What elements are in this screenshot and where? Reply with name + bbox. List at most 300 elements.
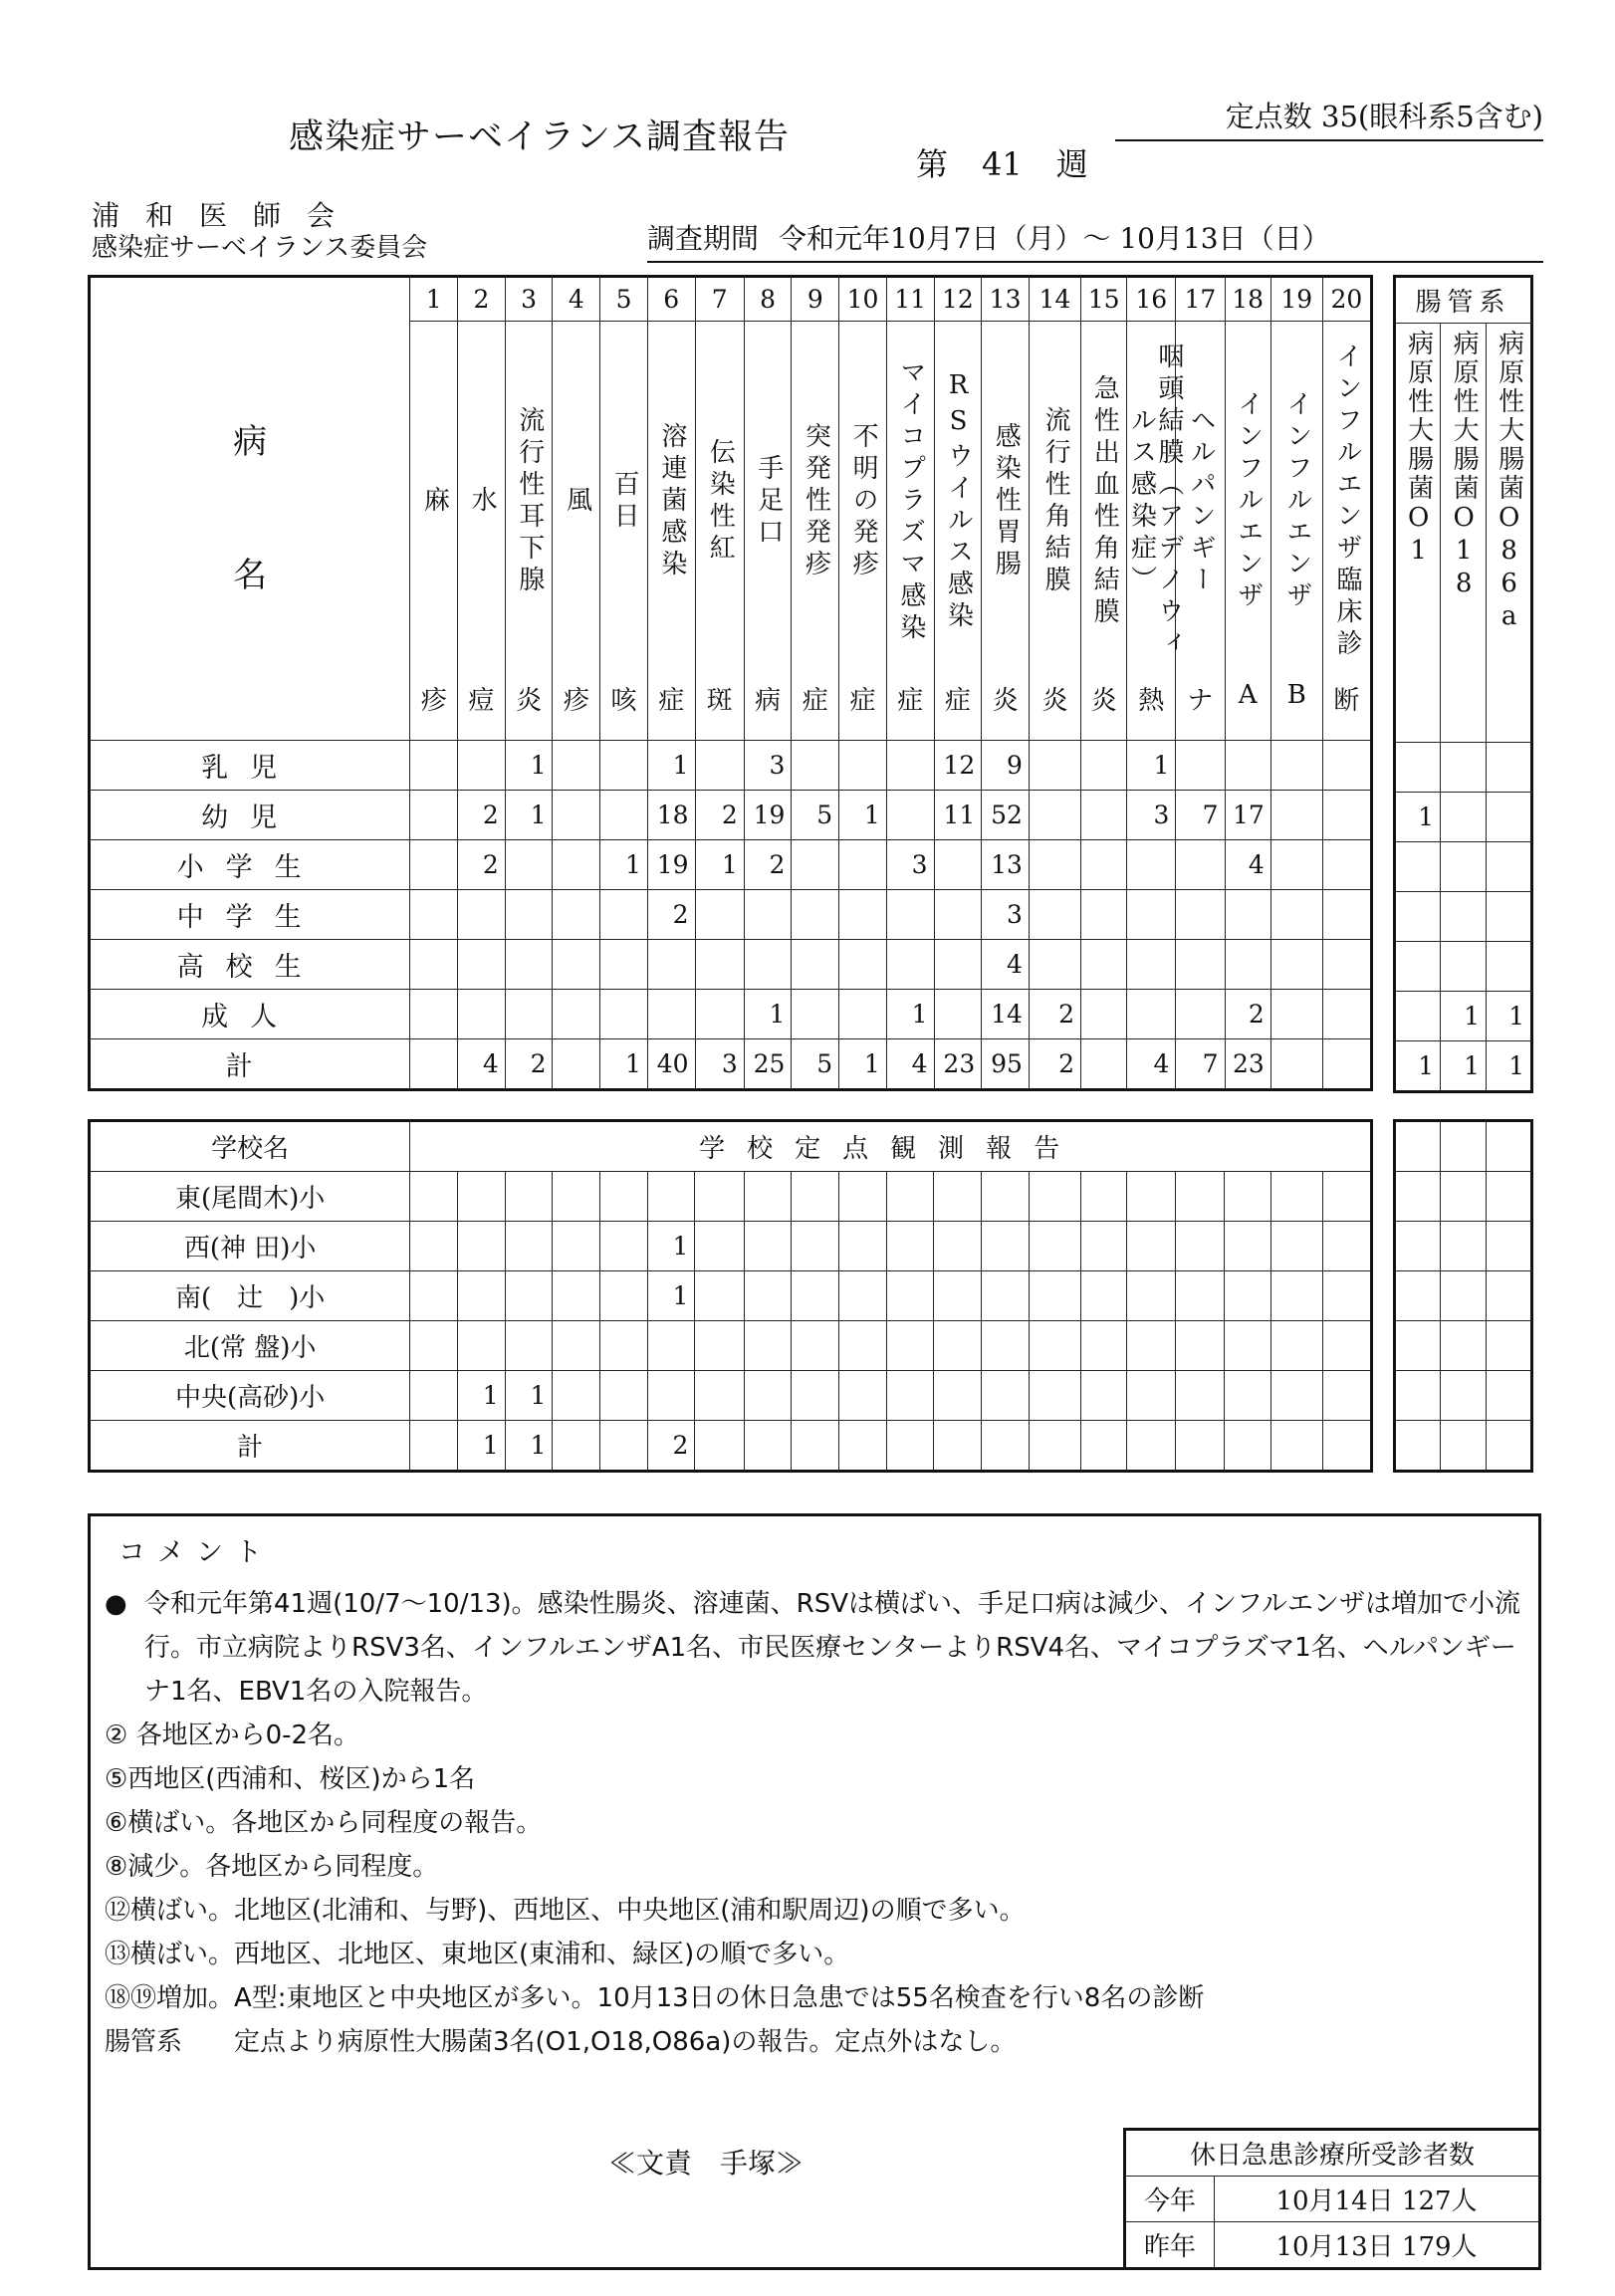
age-group-label: 成人 xyxy=(90,990,410,1039)
disease-name-last: 炎 xyxy=(1090,686,1117,716)
case-count xyxy=(934,990,982,1039)
school-count xyxy=(695,1271,744,1321)
enteric-count xyxy=(1441,793,1487,842)
case-count xyxy=(792,990,839,1039)
school-count xyxy=(982,1271,1030,1321)
disease-number: 10 xyxy=(839,277,887,322)
school-count xyxy=(982,1371,1030,1421)
blank-cell xyxy=(1395,1421,1441,1472)
school-count xyxy=(695,1321,744,1371)
blank-cell xyxy=(1487,1271,1532,1321)
school-count xyxy=(744,1321,792,1371)
school-count xyxy=(886,1172,934,1222)
table-row xyxy=(1395,1371,1532,1421)
school-count xyxy=(1322,1222,1371,1271)
case-count xyxy=(792,890,839,940)
case-count: 2 xyxy=(744,840,792,890)
school-count xyxy=(792,1271,839,1321)
case-count: 2 xyxy=(1225,990,1270,1039)
case-count xyxy=(839,741,887,791)
enteric-column-header xyxy=(1395,324,1441,743)
school-count xyxy=(1029,1421,1080,1472)
enteric-count xyxy=(1395,992,1441,1041)
disease-name-body: 溶連菌感染 xyxy=(656,422,687,581)
disease-number: 19 xyxy=(1270,277,1322,322)
case-count: 3 xyxy=(982,890,1030,940)
case-count xyxy=(600,940,648,990)
disease-number: 2 xyxy=(458,277,506,322)
enteric-title: 腸管系 xyxy=(1395,277,1532,324)
case-count xyxy=(1176,890,1225,940)
disease-name-last: 炎 xyxy=(516,686,543,716)
school-count xyxy=(982,1421,1030,1472)
visits-value: 10月13日 179人 xyxy=(1215,2222,1540,2269)
enteric-count: 1 xyxy=(1441,992,1487,1041)
case-count: 1 xyxy=(744,990,792,1039)
table-row xyxy=(90,840,1372,890)
school-count xyxy=(982,1222,1030,1271)
disease-name xyxy=(600,322,648,741)
school-name: 西(神 田)小 xyxy=(90,1222,410,1271)
table-row xyxy=(90,1321,1372,1371)
school-count xyxy=(1176,1222,1225,1271)
enteric-count xyxy=(1395,842,1441,892)
table-row xyxy=(90,1271,1372,1321)
disease-name-last: 疹 xyxy=(563,686,589,716)
case-count: 1 xyxy=(600,840,648,890)
disease-name-last: 症 xyxy=(849,686,876,716)
case-count xyxy=(1322,1039,1371,1090)
blank-cell xyxy=(1395,1121,1441,1172)
case-count xyxy=(458,741,506,791)
age-group-label: 乳児 xyxy=(90,741,410,791)
case-count: 4 xyxy=(886,1039,934,1090)
disease-name-body: RSウイルス感染 xyxy=(943,370,974,633)
case-count xyxy=(1080,1039,1126,1090)
school-count xyxy=(1225,1321,1270,1371)
blank-cell xyxy=(1487,1121,1532,1172)
case-count xyxy=(553,890,600,940)
school-count xyxy=(838,1321,886,1371)
disease-name xyxy=(744,322,792,741)
school-count xyxy=(1270,1222,1322,1271)
case-count xyxy=(458,890,506,940)
school-count xyxy=(1225,1371,1270,1421)
case-count: 1 xyxy=(505,741,553,791)
case-count xyxy=(410,990,458,1039)
case-count: 7 xyxy=(1176,791,1225,840)
case-count xyxy=(1270,1039,1322,1090)
case-count xyxy=(1080,990,1126,1039)
school-count xyxy=(838,1222,886,1271)
disease-name-last: 痘 xyxy=(468,686,495,716)
case-count: 11 xyxy=(934,791,982,840)
case-count: 3 xyxy=(1127,791,1176,840)
comment-box xyxy=(88,1513,1541,2270)
disease-name-body: ヘルパンギー xyxy=(1186,406,1217,597)
case-count: 1 xyxy=(1127,741,1176,791)
enteric-count xyxy=(1487,842,1532,892)
case-count: 2 xyxy=(1029,1039,1080,1090)
table-row xyxy=(1395,942,1532,992)
school-count xyxy=(934,1172,982,1222)
disease-number: 13 xyxy=(982,277,1030,322)
school-count xyxy=(1225,1271,1270,1321)
school-count xyxy=(886,1222,934,1271)
case-count xyxy=(695,741,744,791)
case-count xyxy=(1270,840,1322,890)
disease-number: 4 xyxy=(553,277,600,322)
enteric-count xyxy=(1441,743,1487,793)
school-count xyxy=(792,1421,839,1472)
school-count: 1 xyxy=(505,1421,553,1472)
case-count xyxy=(1176,940,1225,990)
org-name: 浦和医師会 xyxy=(92,199,361,232)
case-count xyxy=(1270,791,1322,840)
disease-name xyxy=(458,322,506,741)
comment-summary: 令和元年第41週(10/7～10/13)。感染性腸炎、溶連菌、RSVは横ばい、手足口病は減少、インフルエンザは増加で小流行。市立病院よりRSV3名、インフルエンザA1名、市民医療センターよりRSV4名、マイコプラズマ1名、ヘルパンギーナ1名、EBV1名の入院報告。 xyxy=(144,1589,1521,1707)
disease-name-last: 炎 xyxy=(1041,686,1068,716)
table-row xyxy=(90,1421,1372,1472)
case-count: 4 xyxy=(982,940,1030,990)
school-count xyxy=(458,1172,506,1222)
disease-name xyxy=(934,322,982,741)
comment-line: 腸管系 定点より病原性大腸菌3名(O1,O18,O86a)の報告。定点外はなし。 xyxy=(105,2027,1017,2057)
table-row xyxy=(90,1222,1372,1271)
school-count xyxy=(982,1321,1030,1371)
case-count: 95 xyxy=(982,1039,1030,1090)
case-count xyxy=(553,840,600,890)
school-name: 北(常 盤)小 xyxy=(90,1321,410,1371)
school-count: 1 xyxy=(458,1421,506,1472)
holiday-visits-table xyxy=(1123,2128,1541,2270)
school-count xyxy=(647,1172,695,1222)
case-count xyxy=(934,940,982,990)
disease-name-body: 麻 xyxy=(419,486,450,518)
case-count xyxy=(1270,940,1322,990)
school-count xyxy=(838,1271,886,1321)
disease-table xyxy=(88,275,1373,1091)
blank-cell xyxy=(1441,1321,1487,1371)
school-count: 2 xyxy=(647,1421,695,1472)
sentinel-points: 定点数 35(眼科系5含む) xyxy=(1115,95,1543,141)
school-count xyxy=(1225,1421,1270,1472)
disease-name xyxy=(1126,322,1184,741)
case-count: 3 xyxy=(886,840,934,890)
blank-cell xyxy=(1441,1421,1487,1472)
case-count: 2 xyxy=(1029,990,1080,1039)
case-count: 7 xyxy=(1176,1039,1225,1090)
case-count xyxy=(792,741,839,791)
school-count xyxy=(1127,1421,1176,1472)
case-count xyxy=(410,1039,458,1090)
case-count xyxy=(886,940,934,990)
case-count xyxy=(647,940,695,990)
disease-name-body: 水 xyxy=(467,486,498,518)
enteric-table xyxy=(1393,275,1533,1093)
disease-number: 18 xyxy=(1225,277,1270,322)
school-count xyxy=(792,1172,839,1222)
school-count xyxy=(647,1321,695,1371)
school-count xyxy=(1127,1321,1176,1371)
case-count: 1 xyxy=(695,840,744,890)
school-count xyxy=(1080,1271,1126,1321)
case-count xyxy=(839,990,887,1039)
enteric-count: 1 xyxy=(1487,1041,1532,1092)
school-count xyxy=(1080,1421,1126,1472)
case-count xyxy=(744,890,792,940)
case-count xyxy=(553,940,600,990)
school-count xyxy=(1225,1222,1270,1271)
school-count xyxy=(886,1421,934,1472)
school-count xyxy=(792,1321,839,1371)
case-count: 40 xyxy=(647,1039,695,1090)
case-count xyxy=(600,990,648,1039)
school-count xyxy=(1029,1321,1080,1371)
school-name-header: 学校名 xyxy=(90,1121,410,1172)
comment-line: ⑫横ばい。北地区(北浦和、与野)、西地区、中央地区(浦和駅周辺)の順で多い。 xyxy=(105,1896,1026,1926)
case-count: 23 xyxy=(1225,1039,1270,1090)
table-row xyxy=(1395,1321,1532,1371)
school-count xyxy=(934,1421,982,1472)
case-count xyxy=(1029,840,1080,890)
case-count: 9 xyxy=(982,741,1030,791)
disease-number: 14 xyxy=(1029,277,1080,322)
committee-name: 感染症サーベイランス委員会 xyxy=(92,233,428,263)
school-count xyxy=(1080,1321,1126,1371)
case-count xyxy=(505,940,553,990)
comment-title: コメント xyxy=(118,1537,274,1568)
case-count xyxy=(1270,741,1322,791)
school-count xyxy=(1322,1271,1371,1321)
school-count xyxy=(458,1271,506,1321)
school-count xyxy=(886,1321,934,1371)
comment-body xyxy=(105,1582,1528,2064)
case-count: 3 xyxy=(695,1039,744,1090)
disease-name xyxy=(410,322,458,741)
case-count xyxy=(1225,890,1270,940)
blank-cell xyxy=(1441,1121,1487,1172)
school-count xyxy=(934,1321,982,1371)
table-row xyxy=(90,1371,1372,1421)
visits-label: 昨年 xyxy=(1125,2222,1215,2269)
case-count xyxy=(1270,890,1322,940)
case-count: 52 xyxy=(982,791,1030,840)
school-count xyxy=(505,1172,553,1222)
school-count xyxy=(982,1172,1030,1222)
case-count xyxy=(839,840,887,890)
case-count xyxy=(1080,890,1126,940)
disease-name xyxy=(1322,322,1371,741)
side-blank-table xyxy=(1393,1119,1533,1473)
table-row xyxy=(90,890,1372,940)
disease-name xyxy=(839,322,887,741)
disease-number: 3 xyxy=(505,277,553,322)
school-count xyxy=(505,1321,553,1371)
table-row xyxy=(1395,1222,1532,1271)
school-count xyxy=(1029,1172,1080,1222)
case-count xyxy=(505,990,553,1039)
disease-name-body: 手足口 xyxy=(753,454,784,550)
school-count xyxy=(1176,1271,1225,1321)
blank-cell xyxy=(1487,1222,1532,1271)
disease-name-body: 感染性胃腸 xyxy=(991,422,1022,581)
case-count xyxy=(1322,940,1371,990)
school-count xyxy=(1270,1271,1322,1321)
comment-line: ⑱⑲増加。A型:東地区と中央地区が多い。10月13日の休日急患では55名検査を行い8名の診断 xyxy=(105,1983,1205,2013)
case-count xyxy=(553,990,600,1039)
blank-cell xyxy=(1487,1172,1532,1222)
case-count xyxy=(1322,791,1371,840)
case-count xyxy=(410,890,458,940)
enteric-column-header xyxy=(1441,324,1487,743)
disease-name-last: 咳 xyxy=(610,686,637,716)
age-group-label: 中学生 xyxy=(90,890,410,940)
disease-name-last: 病 xyxy=(755,686,782,716)
school-count xyxy=(1127,1271,1176,1321)
school-count xyxy=(695,1371,744,1421)
case-count xyxy=(1176,741,1225,791)
case-count xyxy=(600,741,648,791)
school-count xyxy=(934,1222,982,1271)
disease-name-header xyxy=(90,277,410,741)
disease-number: 7 xyxy=(695,277,744,322)
blank-cell xyxy=(1441,1371,1487,1421)
disease-number: 8 xyxy=(744,277,792,322)
disease-name-last: 症 xyxy=(802,686,828,716)
case-count xyxy=(792,940,839,990)
disease-name-last: 断 xyxy=(1333,686,1360,716)
disease-name xyxy=(647,322,695,741)
school-count xyxy=(600,1222,648,1271)
school-count xyxy=(934,1371,982,1421)
school-count: 1 xyxy=(647,1271,695,1321)
case-count: 25 xyxy=(744,1039,792,1090)
case-count xyxy=(647,990,695,1039)
case-count xyxy=(839,940,887,990)
disease-name xyxy=(695,322,744,741)
name-label: 名 xyxy=(233,556,268,595)
case-count xyxy=(1080,791,1126,840)
table-row xyxy=(1395,1121,1532,1172)
school-count xyxy=(1127,1222,1176,1271)
enteric-count xyxy=(1395,743,1441,793)
case-count: 1 xyxy=(886,990,934,1039)
school-name: 南( 辻 )小 xyxy=(90,1271,410,1321)
case-count xyxy=(886,890,934,940)
case-count xyxy=(1176,990,1225,1039)
blank-cell xyxy=(1395,1371,1441,1421)
school-count xyxy=(838,1421,886,1472)
disease-name-last: 炎 xyxy=(992,686,1019,716)
case-count xyxy=(886,741,934,791)
case-count xyxy=(553,1039,600,1090)
school-count xyxy=(1176,1321,1225,1371)
school-count xyxy=(695,1172,744,1222)
disease-number: 17 xyxy=(1176,277,1225,322)
case-count: 2 xyxy=(695,791,744,840)
case-count xyxy=(1176,840,1225,890)
visits-title: 休日急患診療所受診者数 xyxy=(1125,2130,1540,2177)
enteric-count xyxy=(1395,892,1441,942)
enteric-column-name: 病原性大腸菌O86a xyxy=(1494,330,1524,634)
table-row xyxy=(1395,1172,1532,1222)
comment-line: ⑥横ばい。各地区から同程度の報告。 xyxy=(105,1808,543,1838)
school-count xyxy=(1225,1172,1270,1222)
school-report-header: 学校定点観測報告 xyxy=(410,1121,1372,1172)
case-count xyxy=(886,791,934,840)
case-count: 3 xyxy=(744,741,792,791)
case-count xyxy=(1127,940,1176,990)
blank-cell xyxy=(1441,1271,1487,1321)
disease-name-body: インフルエンザ臨床診 xyxy=(1332,343,1363,661)
school-count xyxy=(838,1172,886,1222)
case-count xyxy=(695,890,744,940)
case-count: 4 xyxy=(458,1039,506,1090)
school-count xyxy=(744,1222,792,1271)
school-count xyxy=(410,1371,458,1421)
table-row xyxy=(1395,1041,1532,1092)
disease-name-body: 風 xyxy=(562,486,592,518)
school-name: 中央(高砂)小 xyxy=(90,1371,410,1421)
school-count xyxy=(553,1321,600,1371)
disease-name-last: 症 xyxy=(944,686,971,716)
table-row xyxy=(90,1039,1372,1090)
school-count xyxy=(458,1222,506,1271)
comment-bullet xyxy=(105,1582,1528,1714)
sick-label: 病 xyxy=(233,422,268,462)
case-count: 1 xyxy=(839,791,887,840)
school-count xyxy=(1270,1421,1322,1472)
comment-author: ≪文責 手塚≫ xyxy=(608,2147,805,2180)
school-count xyxy=(553,1271,600,1321)
disease-name-body: 不明の発疹 xyxy=(848,422,879,581)
disease-name xyxy=(1029,322,1080,741)
case-count xyxy=(934,840,982,890)
enteric-column-name: 病原性大腸菌O1 xyxy=(1403,330,1434,569)
report-title: 感染症サーベイランス調査報告 xyxy=(289,117,790,157)
school-count: 1 xyxy=(458,1371,506,1421)
disease-name-body: 突発性発疹 xyxy=(801,422,831,581)
disease-number: 5 xyxy=(600,277,648,322)
case-count: 1 xyxy=(505,791,553,840)
disease-number: 11 xyxy=(886,277,934,322)
case-count xyxy=(553,741,600,791)
case-count: 2 xyxy=(458,791,506,840)
disease-name xyxy=(1270,322,1322,741)
enteric-count xyxy=(1487,743,1532,793)
school-count xyxy=(1127,1172,1176,1222)
case-count xyxy=(410,840,458,890)
blank-cell xyxy=(1487,1321,1532,1371)
survey-period: 調査期間 令和元年10月7日（月）～ 10月13日（日） xyxy=(647,217,1543,263)
case-count xyxy=(1029,940,1080,990)
case-count: 1 xyxy=(600,1039,648,1090)
school-count xyxy=(600,1371,648,1421)
case-count xyxy=(1080,741,1126,791)
school-count xyxy=(600,1271,648,1321)
disease-name-body: 流行性耳下腺 xyxy=(514,406,545,597)
school-count xyxy=(1176,1172,1225,1222)
enteric-count: 1 xyxy=(1441,1041,1487,1092)
blank-cell xyxy=(1395,1271,1441,1321)
table-row xyxy=(90,741,1372,791)
age-group-label: 小学生 xyxy=(90,840,410,890)
case-count: 12 xyxy=(934,741,982,791)
case-count: 19 xyxy=(744,791,792,840)
enteric-count xyxy=(1395,942,1441,992)
blank-cell xyxy=(1395,1222,1441,1271)
